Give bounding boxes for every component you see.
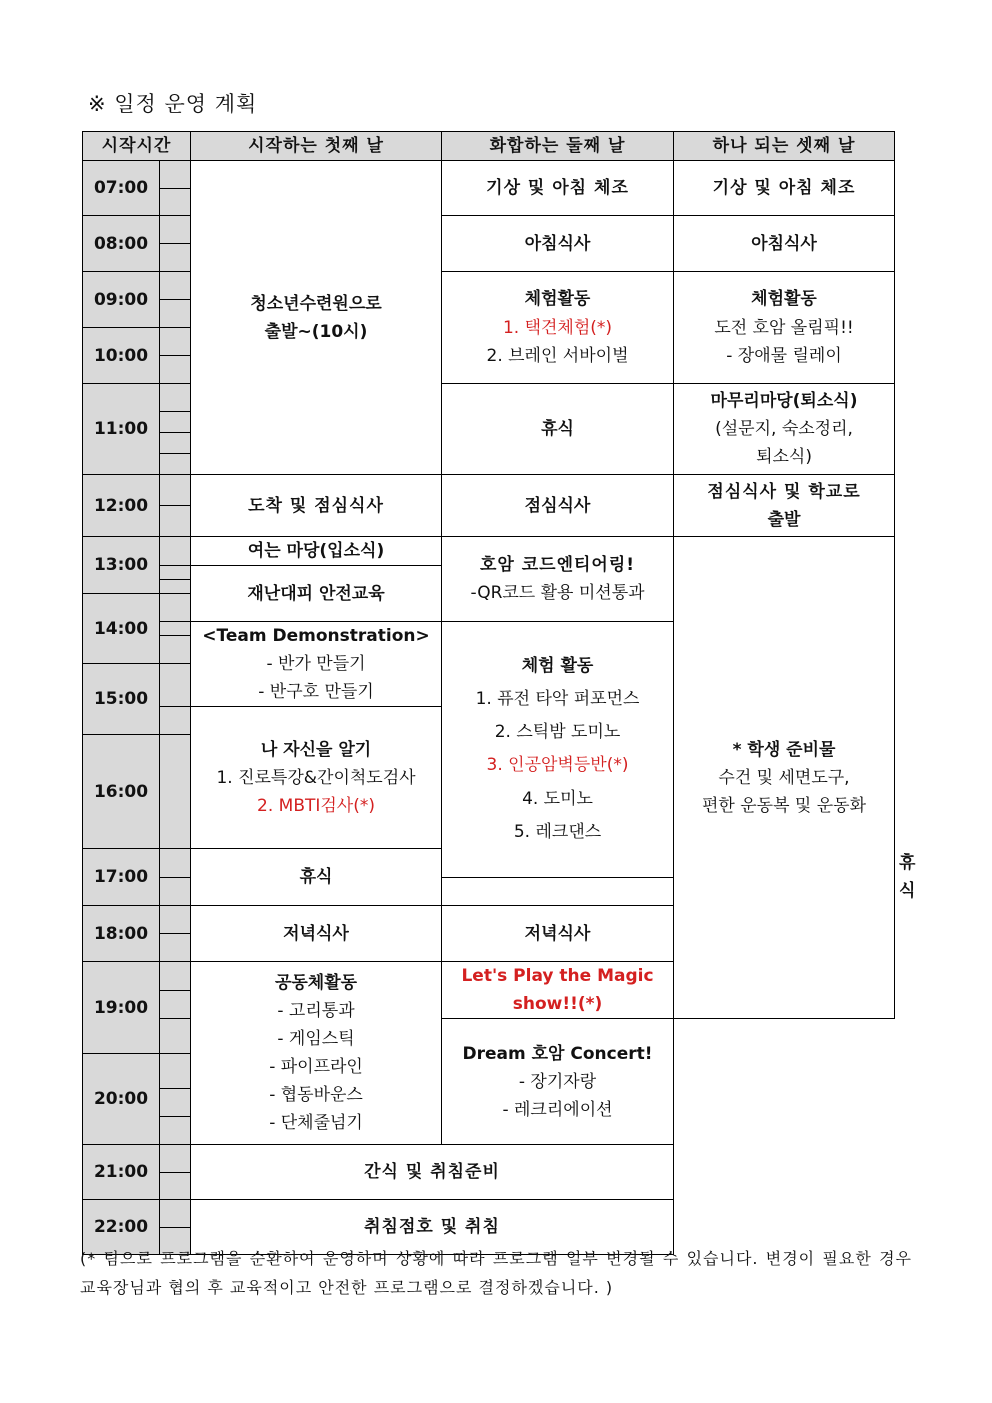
day1-opening: 여는 마당(입소식)	[191, 537, 442, 566]
tick	[160, 1200, 191, 1228]
day1-community: 공동체활동 - 고리통과 - 게임스틱 - 파이프라인 - 협동바운스 - 단체줄넘기	[191, 962, 442, 1145]
tick	[160, 454, 191, 475]
day1-safety: 재난대피 안전교육	[191, 566, 442, 622]
day1-depart: 청소년수련원으로 출발~(10시)	[191, 161, 442, 475]
header-day2: 화합하는 둘째 날	[442, 132, 674, 161]
day3-lunch: 점심식사 및 학교로 출발	[674, 475, 895, 537]
tick	[160, 906, 191, 934]
tick	[160, 990, 191, 1019]
time-1300: 13:00	[83, 537, 160, 594]
time-0800: 08:00	[83, 216, 160, 272]
day2-rest1: 휴식	[442, 384, 674, 475]
tick	[160, 300, 191, 328]
tick	[160, 506, 191, 537]
tick	[160, 962, 191, 991]
day3-wake: 기상 및 아침 체조	[674, 161, 895, 216]
tick	[160, 594, 191, 622]
tick	[160, 849, 191, 878]
day2-wake: 기상 및 아침 체조	[442, 161, 674, 216]
shared-snack: 간식 및 취침준비	[191, 1145, 674, 1200]
tick	[160, 272, 191, 300]
tick	[160, 735, 191, 849]
tick	[160, 1019, 191, 1054]
header-time: 시작시간	[83, 132, 191, 161]
tick	[160, 1145, 191, 1173]
tick	[160, 566, 191, 580]
tick	[160, 707, 191, 735]
time-2200: 22:00	[83, 1200, 160, 1255]
tick	[160, 537, 191, 566]
tick	[160, 636, 191, 664]
tick	[160, 216, 191, 244]
tick	[160, 356, 191, 384]
day3-activity: 체험활동 도전 호암 올림픽!! - 장애물 릴레이	[674, 272, 895, 384]
time-1900: 19:00	[83, 962, 160, 1054]
tick	[160, 161, 191, 189]
day1-lunch: 도착 및 점심식사	[191, 475, 442, 537]
day1-team: <Team Demonstration> - 반가 만들기 - 반구호 만들기	[191, 622, 442, 707]
time-0900: 09:00	[83, 272, 160, 328]
tick	[160, 1054, 191, 1089]
day2-orienteering: 호암 코드엔티어링! -QR코드 활용 미션통과	[442, 537, 674, 622]
tick	[160, 580, 191, 594]
time-1700: 17:00	[83, 849, 160, 906]
tick	[160, 475, 191, 506]
header-day1: 시작하는 첫째 날	[191, 132, 442, 161]
day3-closing: 마무리마당(퇴소식) (설문지, 숙소정리, 퇴소식)	[674, 384, 895, 475]
time-1200: 12:00	[83, 475, 160, 537]
tick	[160, 934, 191, 962]
footnote: (* 팀으로 프로그램을 순환하여 운영하며 상황에 따라 프로그램 일부 변경될 수 있습니다. 변경이 필요한 경우 교육장님과 협의 후 교육적이고 안전한 프로그램으로 결정하겠습니다. )	[80, 1249, 912, 1297]
day2-experience: 체험 활동 1. 퓨전 타악 퍼포먼스 2. 스틱밤 도미노 3. 인공암벽등반(*) 4. 도미노 5. 레크댄스	[442, 622, 674, 878]
day2-magic: Let's Play the Magic show!!(*)	[442, 962, 674, 1019]
day1-rest: 휴식	[191, 849, 442, 906]
time-1500: 15:00	[83, 664, 160, 735]
time-1400: 14:00	[83, 594, 160, 664]
day3-prep: * 학생 준비물 수건 및 세면도구, 편한 운동복 및 운동화	[674, 537, 895, 1019]
time-0700: 07:00	[83, 161, 160, 216]
time-1100: 11:00	[83, 384, 160, 475]
tick	[160, 412, 191, 433]
time-1000: 10:00	[83, 328, 160, 384]
shared-sleep: 취침점호 및 취침	[191, 1200, 674, 1255]
tick	[160, 877, 191, 906]
day2-dinner: 저녁식사	[442, 906, 674, 962]
time-1600: 16:00	[83, 735, 160, 849]
day1-dinner: 저녁식사	[191, 906, 442, 962]
tick	[160, 622, 191, 636]
tick	[160, 328, 191, 356]
time-2100: 21:00	[83, 1145, 160, 1200]
day2-lunch: 점심식사	[442, 475, 674, 537]
tick	[160, 244, 191, 272]
tick	[160, 1173, 191, 1200]
time-1800: 18:00	[83, 906, 160, 962]
tick	[160, 384, 191, 412]
tick	[160, 433, 191, 454]
day2-concert: Dream 호암 Concert! - 장기자랑 - 레크리에이션	[442, 1019, 674, 1145]
schedule-table: 시작시간 시작하는 첫째 날 화합하는 둘째 날 하나 되는 셋째 날 07:00 청소년수련원으로 출발~(10시) 기상 및 아침 체조 기상 및 아침 체조 08:00 아침식사 아침식사 09:00 체험활동 1. 택견체험(*) 2. 브레인 서바이벌 체험활동 도전 호암 올림픽!! - 장애물 릴레이 10:00 11:00 휴식 마무리마당(퇴소식) (설문지, 숙소정리, 퇴소식) 12:00 도착 및 점심식사 점심식사 점심식사 및 학교로 출발 13:00 여는 마당(입소식) 호암 코드엔티어링! -QR코드 활용 미션통과 * 학생 준비물 수건 및 세면도구, 편한 운동복 및 운동화 재난대피 안전교육 14:00 <Team Demonstration> - 반가 만들기 - 반구호 만들기 체험 활동 1. 퓨전 타악 퍼포먼스 2. 스틱밤 도미노 3. 인공암벽등반(*) 4. 도미노 5. 레크댄스 15:00 나 자신을 알기 1. 진로특강&간이척도검사 2. MBTI검사(*) 16:00 17:00 휴식 휴식 18:00 저녁식사 저녁식사 19:00 공동체활동 - 고리통과 - 게임스틱 - 파이프라인 - 협동바운스 - 단체줄넘기 Let's Play the Magic show!!(*) Dream 호암 Concert! - 장기자랑 - 레크리에이션 20:00 21:00 간식 및 취침준비 22:00 취침점호 및 취침	[82, 131, 895, 1255]
day3-breakfast: 아침식사	[674, 216, 895, 272]
tick	[160, 1117, 191, 1145]
day2-activity: 체험활동 1. 택견체험(*) 2. 브레인 서바이벌	[442, 272, 674, 384]
header-day3: 하나 되는 셋째 날	[674, 132, 895, 161]
day2-breakfast: 아침식사	[442, 216, 674, 272]
page-title: ※ 일정 운영 계획	[88, 92, 258, 116]
day1-self: 나 자신을 알기 1. 진로특강&간이척도검사 2. MBTI검사(*)	[191, 707, 442, 849]
time-2000: 20:00	[83, 1054, 160, 1145]
tick	[160, 664, 191, 707]
tick	[160, 1089, 191, 1117]
tick	[160, 189, 191, 216]
